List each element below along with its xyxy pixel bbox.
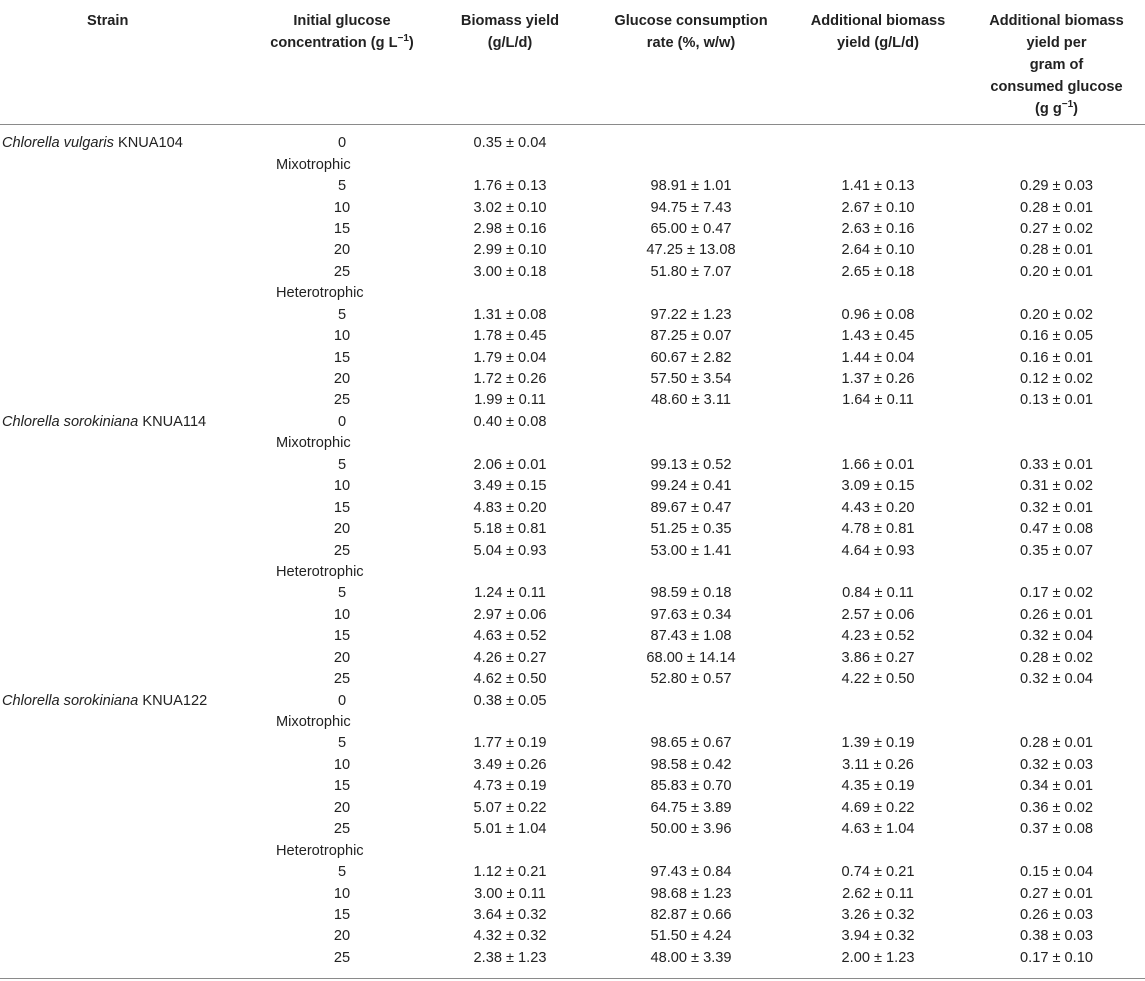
- cell-per-gram: 0.38 ± 0.03: [1020, 928, 1093, 945]
- cell-biomass-yield: 4.63 ± 0.52: [473, 628, 547, 645]
- cell-concentration: 10: [333, 478, 351, 495]
- cell-biomass-yield: 2.99 ± 0.10: [473, 242, 547, 259]
- cell-additional-biomass: 1.44 ± 0.04: [841, 349, 915, 366]
- cell-empty: [0, 476, 258, 497]
- cell-biomass-yield: 1.24 ± 0.11: [474, 585, 546, 602]
- cell-biomass-yield: 3.64 ± 0.32: [473, 906, 547, 923]
- cell-biomass-yield: 0.40 ± 0.08: [473, 413, 547, 430]
- cell-concentration: 15: [333, 906, 351, 923]
- cell-empty: [0, 219, 258, 240]
- mode-row: [0, 712, 1145, 733]
- cell-glucose-consumption: 98.91 ± 1.01: [650, 178, 732, 195]
- mode-row: [0, 154, 1145, 175]
- cell-glucose-consumption: 48.00 ± 3.39: [650, 949, 732, 966]
- cell-concentration: 25: [333, 671, 351, 688]
- cell-biomass-yield: 2.38 ± 1.23: [473, 949, 547, 966]
- cell-glucose-consumption: 97.63 ± 0.34: [650, 606, 732, 623]
- cell-empty: [788, 125, 968, 155]
- cell-biomass-yield: 5.07 ± 0.22: [473, 799, 547, 816]
- cell-glucose-consumption: 48.60 ± 3.11: [651, 392, 731, 409]
- cell-additional-biomass: 4.69 ± 0.22: [841, 799, 915, 816]
- cell-empty: [0, 347, 258, 368]
- cell-per-gram: 0.13 ± 0.01: [1020, 392, 1093, 409]
- cell-concentration: 20: [333, 799, 351, 816]
- cell-additional-biomass: 1.43 ± 0.45: [841, 328, 915, 345]
- cell-additional-biomass: 1.66 ± 0.01: [841, 456, 915, 473]
- cell-empty: [0, 948, 258, 969]
- cell-biomass-yield: 3.00 ± 0.11: [474, 885, 546, 902]
- cell-glucose-consumption: 64.75 ± 3.89: [650, 799, 732, 816]
- cell-empty: [968, 712, 1145, 733]
- cell-glucose-consumption: 53.00 ± 1.41: [650, 542, 732, 559]
- table-row: [0, 197, 1145, 218]
- cell-empty: [0, 840, 258, 861]
- table-row: [0, 219, 1145, 240]
- cell-per-gram: 0.16 ± 0.01: [1020, 349, 1093, 366]
- cell-biomass-yield: 1.99 ± 0.11: [474, 392, 546, 409]
- cell-empty: [788, 154, 968, 175]
- cell-empty: [0, 862, 258, 883]
- cell-concentration: 10: [333, 328, 351, 345]
- cell-biomass-yield: 3.49 ± 0.26: [473, 756, 547, 773]
- cell-empty: [0, 519, 258, 540]
- cell-empty: [594, 562, 788, 583]
- cell-per-gram: 0.12 ± 0.02: [1020, 371, 1093, 388]
- cell-per-gram: 0.32 ± 0.01: [1020, 499, 1093, 516]
- cell-per-gram: 0.27 ± 0.02: [1020, 220, 1093, 237]
- cell-glucose-consumption: 87.43 ± 1.08: [650, 628, 732, 645]
- cell-empty: [594, 840, 788, 861]
- cell-additional-biomass: 0.74 ± 0.21: [841, 864, 915, 881]
- cell-empty: [788, 690, 968, 711]
- cell-empty: [0, 733, 258, 754]
- cell-empty: [0, 240, 258, 261]
- cell-additional-biomass: 2.67 ± 0.10: [841, 199, 915, 216]
- cell-empty: [968, 125, 1145, 155]
- table-row: [0, 948, 1145, 969]
- cell-empty: [0, 755, 258, 776]
- cell-empty: [0, 583, 258, 604]
- strain-row: [0, 690, 1145, 711]
- table-row: [0, 497, 1145, 518]
- cell-empty: [968, 433, 1145, 454]
- cell-empty: [968, 154, 1145, 175]
- table-row: [0, 326, 1145, 347]
- cell-empty: [968, 690, 1145, 711]
- cell-concentration: 20: [333, 928, 351, 945]
- cell-empty: [0, 433, 258, 454]
- cell-biomass-yield: 4.83 ± 0.20: [473, 499, 547, 516]
- table-row: [0, 905, 1145, 926]
- cell-biomass-yield: 5.01 ± 1.04: [473, 821, 547, 838]
- cell-empty: [0, 648, 258, 669]
- cell-glucose-consumption: 87.25 ± 0.07: [650, 328, 732, 345]
- cell-empty: [594, 690, 788, 711]
- table-row: [0, 540, 1145, 561]
- cell-additional-biomass: 1.37 ± 0.26: [841, 371, 915, 388]
- cell-biomass-yield: 2.06 ± 0.01: [473, 456, 547, 473]
- table-row: [0, 648, 1145, 669]
- cell-per-gram: 0.17 ± 0.02: [1020, 585, 1093, 602]
- cell-concentration: 10: [333, 199, 351, 216]
- cultivation-mode-label: Mixotrophic: [276, 714, 351, 731]
- cell-additional-biomass: 3.26 ± 0.32: [841, 906, 915, 923]
- cell-empty: [788, 412, 968, 433]
- strain-code: KNUA122: [142, 692, 208, 709]
- cell-additional-biomass: 2.00 ± 1.23: [841, 949, 915, 966]
- cell-additional-biomass: 4.43 ± 0.20: [841, 499, 915, 516]
- cell-glucose-consumption: 57.50 ± 3.54: [650, 371, 732, 388]
- cell-additional-biomass: 3.86 ± 0.27: [841, 649, 915, 666]
- cell-empty: [788, 283, 968, 304]
- cell-additional-biomass: 4.63 ± 1.04: [841, 821, 915, 838]
- cell-biomass-yield: 4.32 ± 0.32: [473, 928, 547, 945]
- cell-biomass-yield: 4.73 ± 0.19: [473, 778, 547, 795]
- cell-concentration: 15: [333, 349, 351, 366]
- cell-additional-biomass: 4.64 ± 0.93: [841, 542, 915, 559]
- cell-per-gram: 0.32 ± 0.03: [1020, 756, 1093, 773]
- cell-empty: [0, 497, 258, 518]
- cell-concentration: 5: [337, 585, 347, 602]
- cell-additional-biomass: 3.11 ± 0.26: [842, 756, 914, 773]
- cell-per-gram: 0.32 ± 0.04: [1020, 671, 1093, 688]
- cell-concentration: 5: [337, 306, 347, 323]
- header-per-gram: Additional biomass yield per gram of consumed glucose (g $g^{-1}$): [968, 0, 1145, 125]
- cell-empty: [968, 562, 1145, 583]
- cell-per-gram: 0.26 ± 0.01: [1020, 606, 1093, 623]
- cell-biomass-yield: 1.78 ± 0.45: [473, 328, 547, 345]
- cell-empty: [0, 390, 258, 411]
- cell-glucose-consumption: 82.87 ± 0.66: [650, 906, 732, 923]
- table-row: [0, 862, 1145, 883]
- cell-per-gram: 0.31 ± 0.02: [1020, 478, 1093, 495]
- cell-concentration: 15: [333, 499, 351, 516]
- header-row: [0, 0, 1145, 125]
- strain-name: [0, 690, 258, 711]
- cultivation-mode-label: Heterotrophic: [276, 563, 364, 580]
- cell-additional-biomass: 2.64 ± 0.10: [841, 242, 915, 259]
- header-initial-glucose: Initial glucose concentration (g $L^{-1}$): [258, 0, 426, 125]
- table-row: [0, 390, 1145, 411]
- table-row: [0, 605, 1145, 626]
- cell-per-gram: 0.32 ± 0.04: [1020, 628, 1093, 645]
- cell-glucose-consumption: 98.65 ± 0.67: [650, 735, 732, 752]
- cell-concentration: 5: [337, 735, 347, 752]
- cell-biomass-yield: 5.18 ± 0.81: [473, 521, 547, 538]
- cell-glucose-consumption: 98.58 ± 0.42: [650, 756, 732, 773]
- mode-row: [0, 840, 1145, 861]
- cell-concentration: 20: [333, 521, 351, 538]
- cell-empty: [426, 840, 594, 861]
- mode-row: [0, 283, 1145, 304]
- cell-glucose-consumption: 51.50 ± 4.24: [650, 928, 732, 945]
- cell-empty: [0, 562, 258, 583]
- cell-empty: [426, 154, 594, 175]
- cell-empty: [968, 412, 1145, 433]
- cell-biomass-yield: 4.26 ± 0.27: [473, 649, 547, 666]
- cell-empty: [788, 562, 968, 583]
- cell-empty: [0, 669, 258, 690]
- strain-row: [0, 412, 1145, 433]
- cell-empty: [0, 369, 258, 390]
- cell-biomass-yield: 1.31 ± 0.08: [473, 306, 547, 323]
- table-row: [0, 240, 1145, 261]
- table-row: [0, 305, 1145, 326]
- cell-glucose-consumption: 51.80 ± 7.07: [650, 263, 732, 280]
- table-row: [0, 669, 1145, 690]
- cell-empty: [0, 626, 258, 647]
- strain-species: Chlorella vulgaris: [2, 135, 114, 152]
- table-row: [0, 476, 1145, 497]
- cell-per-gram: 0.28 ± 0.02: [1020, 649, 1093, 666]
- cell-per-gram: 0.36 ± 0.02: [1020, 799, 1093, 816]
- cell-glucose-consumption: 99.13 ± 0.52: [650, 456, 732, 473]
- cell-additional-biomass: 1.39 ± 0.19: [841, 735, 915, 752]
- cell-biomass-yield: 0.35 ± 0.04: [473, 135, 547, 152]
- cell-empty: [0, 883, 258, 904]
- cell-glucose-consumption: 60.67 ± 2.82: [650, 349, 732, 366]
- table-row: [0, 369, 1145, 390]
- table-row: [0, 583, 1145, 604]
- strain-row: [0, 125, 1145, 155]
- cell-empty: [0, 540, 258, 561]
- cell-glucose-consumption: 47.25 ± 13.08: [646, 242, 736, 259]
- cell-concentration: 0: [337, 135, 347, 152]
- header-biomass-yield: Biomass yield (g/L/d): [426, 0, 594, 125]
- cell-per-gram: 0.37 ± 0.08: [1020, 821, 1093, 838]
- cell-additional-biomass: 1.41 ± 0.13: [841, 178, 915, 195]
- cell-biomass-yield: 2.98 ± 0.16: [473, 220, 547, 237]
- cell-per-gram: 0.35 ± 0.07: [1020, 542, 1093, 559]
- cell-additional-biomass: 0.84 ± 0.11: [842, 585, 914, 602]
- cell-per-gram: 0.34 ± 0.01: [1020, 778, 1093, 795]
- strain-name: [0, 412, 258, 433]
- table-body: [0, 125, 1145, 970]
- cell-concentration: 25: [333, 542, 351, 559]
- table-row: [0, 755, 1145, 776]
- cell-empty: [0, 154, 258, 175]
- cell-glucose-consumption: 98.59 ± 0.18: [650, 585, 732, 602]
- cell-glucose-consumption: 99.24 ± 0.41: [650, 478, 732, 495]
- cell-empty: [426, 283, 594, 304]
- table-header: [0, 0, 1145, 125]
- cell-glucose-consumption: 94.75 ± 7.43: [650, 199, 732, 216]
- cell-glucose-consumption: 89.67 ± 0.47: [650, 499, 732, 516]
- header-glucose-consumption: Glucose consumption rate (%, w/w): [594, 0, 788, 125]
- cell-biomass-yield: 5.04 ± 0.93: [473, 542, 547, 559]
- cell-empty: [968, 840, 1145, 861]
- cell-per-gram: 0.16 ± 0.05: [1020, 328, 1093, 345]
- cell-biomass-yield: 1.79 ± 0.04: [473, 349, 547, 366]
- cell-empty: [0, 262, 258, 283]
- cell-additional-biomass: 1.64 ± 0.11: [842, 392, 914, 409]
- cell-additional-biomass: 4.35 ± 0.19: [841, 778, 915, 795]
- cell-concentration: 10: [333, 756, 351, 773]
- cell-per-gram: 0.28 ± 0.01: [1020, 735, 1093, 752]
- cell-empty: [0, 776, 258, 797]
- cell-empty: [0, 905, 258, 926]
- cultivation-mode-label: Heterotrophic: [276, 842, 364, 859]
- cell-concentration: 10: [333, 606, 351, 623]
- cell-per-gram: 0.26 ± 0.03: [1020, 906, 1093, 923]
- cell-additional-biomass: 3.94 ± 0.32: [841, 928, 915, 945]
- cell-empty: [0, 712, 258, 733]
- cell-concentration: 5: [337, 178, 347, 195]
- strain-code: KNUA114: [142, 413, 207, 430]
- cell-per-gram: 0.20 ± 0.01: [1020, 263, 1093, 280]
- cell-concentration: 25: [333, 821, 351, 838]
- table-row: [0, 262, 1145, 283]
- cell-biomass-yield: 1.12 ± 0.21: [473, 864, 547, 881]
- table-row: [0, 819, 1145, 840]
- cell-concentration: 25: [333, 392, 351, 409]
- cell-biomass-yield: 4.62 ± 0.50: [473, 671, 547, 688]
- cell-per-gram: 0.17 ± 0.10: [1020, 949, 1093, 966]
- cell-empty: [0, 305, 258, 326]
- cell-empty: [0, 455, 258, 476]
- cell-glucose-consumption: 65.00 ± 0.47: [650, 220, 732, 237]
- mode-row: [0, 433, 1145, 454]
- cell-biomass-yield: 2.97 ± 0.06: [473, 606, 547, 623]
- cell-empty: [788, 712, 968, 733]
- cell-empty: [788, 840, 968, 861]
- cell-additional-biomass: 2.63 ± 0.16: [841, 220, 915, 237]
- table-row: [0, 626, 1145, 647]
- cell-additional-biomass: 2.57 ± 0.06: [841, 606, 915, 623]
- cell-concentration: 0: [337, 413, 347, 430]
- cell-empty: [788, 433, 968, 454]
- cell-concentration: 5: [337, 456, 347, 473]
- cell-empty: [0, 326, 258, 347]
- cell-empty: [0, 926, 258, 947]
- cell-empty: [594, 125, 788, 155]
- cell-additional-biomass: 3.09 ± 0.15: [841, 478, 915, 495]
- cell-biomass-yield: 0.38 ± 0.05: [473, 692, 547, 709]
- cell-concentration: 20: [333, 371, 351, 388]
- cell-empty: [426, 433, 594, 454]
- cell-glucose-consumption: 51.25 ± 0.35: [650, 521, 732, 538]
- bottom-rule: [0, 978, 1145, 979]
- cell-glucose-consumption: 52.80 ± 0.57: [650, 671, 732, 688]
- cell-empty: [594, 283, 788, 304]
- cell-glucose-consumption: 68.00 ± 14.14: [646, 649, 736, 666]
- cell-concentration: 15: [333, 220, 351, 237]
- cell-glucose-consumption: 97.22 ± 1.23: [650, 306, 732, 323]
- cell-per-gram: 0.27 ± 0.01: [1020, 885, 1093, 902]
- cell-empty: [594, 412, 788, 433]
- cell-additional-biomass: 0.96 ± 0.08: [841, 306, 915, 323]
- table-row: [0, 733, 1145, 754]
- table-row: [0, 519, 1145, 540]
- cell-empty: [0, 605, 258, 626]
- cell-additional-biomass: 2.62 ± 0.11: [842, 885, 914, 902]
- cell-per-gram: 0.29 ± 0.03: [1020, 178, 1093, 195]
- table-row: [0, 926, 1145, 947]
- cell-per-gram: 0.33 ± 0.01: [1020, 456, 1093, 473]
- header-additional-biomass: Additional biomass yield (g/L/d): [788, 0, 968, 125]
- mode-row: [0, 562, 1145, 583]
- strain-code: KNUA104: [118, 135, 183, 152]
- cell-glucose-consumption: 97.43 ± 0.84: [650, 864, 732, 881]
- cell-empty: [0, 197, 258, 218]
- cell-empty: [426, 562, 594, 583]
- cell-glucose-consumption: 98.68 ± 1.23: [650, 885, 732, 902]
- cell-empty: [0, 819, 258, 840]
- table-row: [0, 776, 1145, 797]
- cultivation-mode-label: Heterotrophic: [276, 285, 364, 302]
- cell-empty: [594, 712, 788, 733]
- cell-biomass-yield: 3.00 ± 0.18: [473, 263, 547, 280]
- cell-empty: [0, 798, 258, 819]
- cell-per-gram: 0.28 ± 0.01: [1020, 242, 1093, 259]
- cell-concentration: 10: [333, 885, 351, 902]
- table-row: [0, 798, 1145, 819]
- cell-concentration: 25: [333, 949, 351, 966]
- cultivation-mode-label: Mixotrophic: [276, 156, 351, 173]
- cell-concentration: 25: [333, 263, 351, 280]
- cell-additional-biomass: 4.22 ± 0.50: [841, 671, 915, 688]
- cell-empty: [968, 283, 1145, 304]
- cell-empty: [594, 433, 788, 454]
- cell-empty: [0, 176, 258, 197]
- table-row: [0, 347, 1145, 368]
- cell-empty: [0, 283, 258, 304]
- cell-concentration: 20: [333, 649, 351, 666]
- cell-per-gram: 0.15 ± 0.04: [1020, 864, 1093, 881]
- cell-per-gram: 0.47 ± 0.08: [1020, 521, 1093, 538]
- cell-empty: [594, 154, 788, 175]
- cell-biomass-yield: 3.02 ± 0.10: [473, 199, 547, 216]
- cell-per-gram: 0.28 ± 0.01: [1020, 199, 1093, 216]
- cultivation-mode-label: Mixotrophic: [276, 435, 351, 452]
- cell-empty: [426, 712, 594, 733]
- strain-name: [0, 125, 258, 155]
- strain-species: Chlorella sorokiniana: [2, 413, 139, 430]
- cell-per-gram: 0.20 ± 0.02: [1020, 306, 1093, 323]
- cell-glucose-consumption: 85.83 ± 0.70: [650, 778, 732, 795]
- table-row: [0, 455, 1145, 476]
- strain-species: Chlorella sorokiniana: [2, 692, 139, 709]
- cell-concentration: 20: [333, 242, 351, 259]
- cell-biomass-yield: 1.77 ± 0.19: [473, 735, 547, 752]
- cell-biomass-yield: 3.49 ± 0.15: [473, 478, 547, 495]
- cell-concentration: 5: [337, 864, 347, 881]
- cell-biomass-yield: 1.76 ± 0.13: [473, 178, 547, 195]
- table-row: [0, 883, 1145, 904]
- cell-additional-biomass: 2.65 ± 0.18: [841, 263, 915, 280]
- cell-biomass-yield: 1.72 ± 0.26: [473, 371, 547, 388]
- cell-concentration: 15: [333, 628, 351, 645]
- cell-concentration: 0: [337, 692, 347, 709]
- cell-additional-biomass: 4.23 ± 0.52: [841, 628, 915, 645]
- header-strain: Strain: [0, 0, 258, 125]
- cell-glucose-consumption: 50.00 ± 3.96: [650, 821, 732, 838]
- cell-additional-biomass: 4.78 ± 0.81: [841, 521, 915, 538]
- cell-concentration: 15: [333, 778, 351, 795]
- table-row: [0, 176, 1145, 197]
